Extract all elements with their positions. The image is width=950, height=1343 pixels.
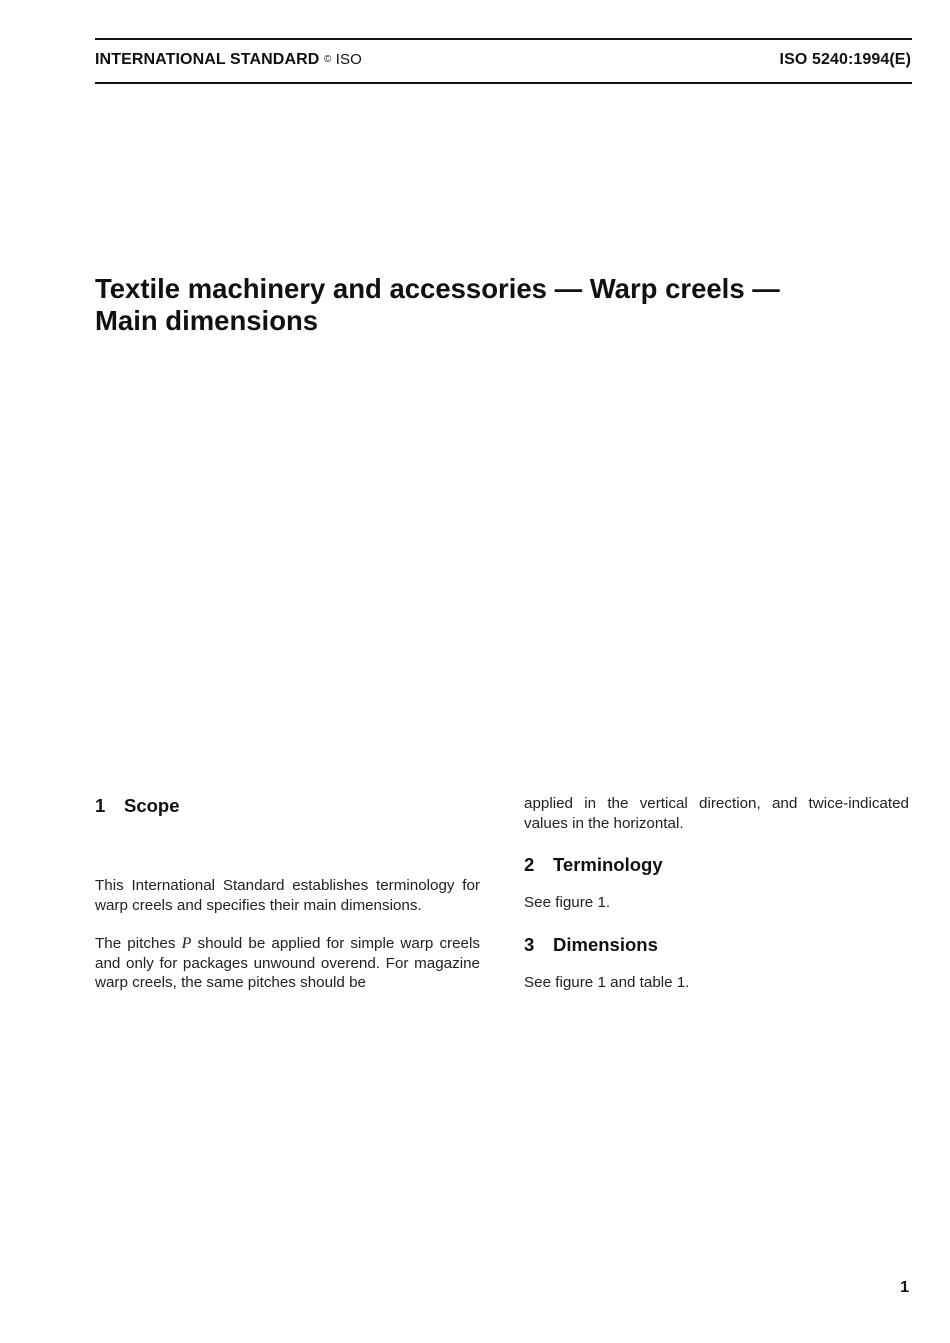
document-title-line-2: Main dimensions — [95, 305, 319, 336]
section-number: 1 — [95, 795, 106, 816]
dimensions-text: See figure 1 and table 1. — [524, 974, 690, 991]
document-title-line-1: Textile machinery and accessories — Warp creels — — [95, 273, 780, 304]
header-standard-number: ISO 5240:1994(E) — [779, 51, 911, 68]
scope-paragraph-2-start: The pitches — [95, 935, 176, 952]
scope-paragraph-1: This International Standard establishes terminology for warp creels and specifies their main dimensions. — [95, 877, 480, 914]
section-dimensions-heading — [524, 934, 658, 956]
document-title — [95, 273, 895, 337]
section-scope-heading — [95, 795, 180, 817]
terminology-text: See figure 1. — [524, 894, 611, 911]
scope-paragraph-2 — [95, 934, 480, 993]
section-title: Scope — [124, 795, 180, 816]
pitch-symbol: P — [181, 935, 192, 952]
section-terminology-heading — [524, 854, 663, 876]
section-number: 3 — [524, 934, 535, 955]
copyright-symbol: © — [323, 54, 332, 65]
header-standard-type: INTERNATIONAL STANDARD — [95, 51, 320, 68]
header-bottom-rule — [95, 82, 912, 84]
header-standard-label — [95, 51, 362, 69]
header-copyright — [324, 51, 362, 68]
copyright-owner: ISO — [335, 51, 362, 68]
scope-paragraph-2-continued: applied in the vertical direction, and twice-indicated values in the horizontal. — [524, 795, 909, 832]
section-title: Terminology — [553, 854, 663, 875]
scope-paragraph-2-end: should be applied for simple warp creels and only for packages unwound overend. For magazine warp creels, the same pitches should be — [95, 935, 480, 991]
section-number: 2 — [524, 854, 535, 875]
section-title: Dimensions — [553, 934, 658, 955]
page-number: 1 — [900, 1279, 909, 1296]
header-top-rule — [95, 38, 912, 40]
